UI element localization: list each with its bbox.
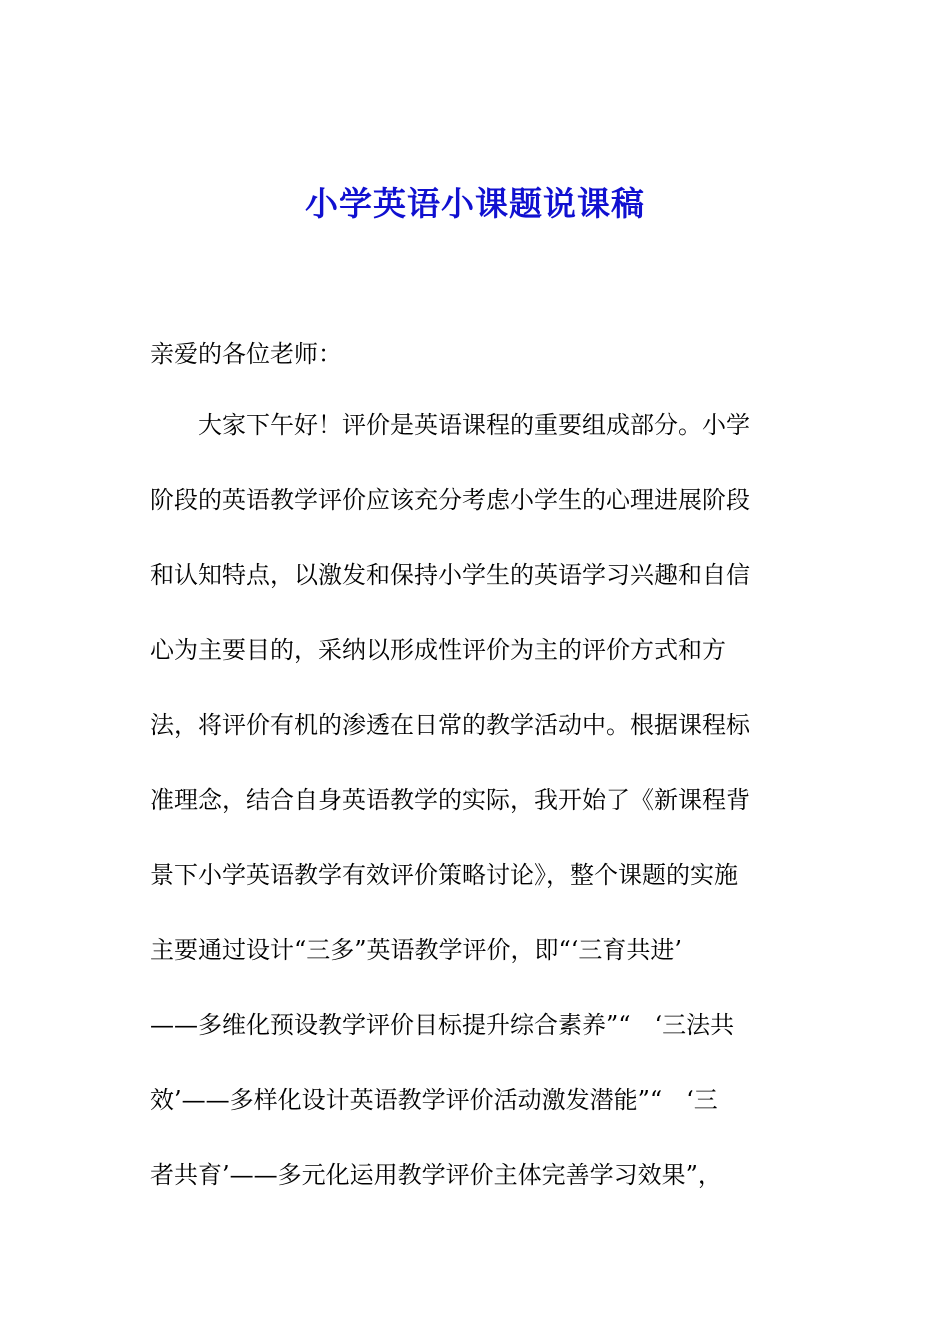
body-line-10: 效’——多样化设计英语教学评价活动激发潜能”“ ‘三 (150, 1086, 718, 1114)
body-line-5: 法，将评价有机的渗透在日常的教学活动中。根据课程标 (150, 711, 750, 739)
body-line-1: 大家下午好！评价是英语课程的重要组成部分。小学 (150, 411, 750, 439)
body-line-7: 景下小学英语教学有效评价策略讨论》，整个课题的实施 (150, 861, 738, 889)
body-line-4: 心为主要目的，采纳以形成性评价为主的评价方式和方 (150, 636, 726, 664)
body-line-11: 者共育’——多元化运用教学评价主体完善学习效果”， (150, 1161, 722, 1189)
body-line-3: 和认知特点，以激发和保持小学生的英语学习兴趣和自信 (150, 561, 750, 589)
body-line-9: ——多维化预设教学评价目标提升综合素养”“ ‘三法共 (150, 1011, 735, 1039)
body-line-8: 主要通过设计“三多”英语教学评价，即“‘三育共进’ (150, 936, 683, 964)
body-line-2: 阶段的英语教学评价应该充分考虑小学生的心理进展阶段 (150, 486, 750, 514)
body-line-6: 准理念，结合自身英语教学的实际，我开始了《新课程背 (150, 786, 750, 814)
document-title: 小学英语小课题说课稿 (305, 184, 645, 223)
salutation: 亲爱的各位老师： (150, 340, 342, 368)
